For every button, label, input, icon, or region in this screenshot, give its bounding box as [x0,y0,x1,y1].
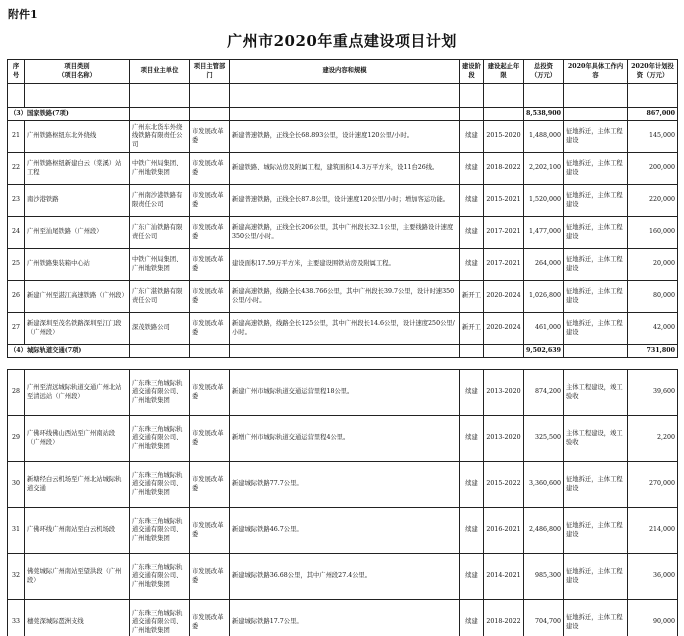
header-stage: 建设阶段 [460,60,484,84]
header-period: 建设起止年限 [484,60,524,84]
row-plan: 20,000 [628,249,678,281]
row-plan: 80,000 [628,281,678,313]
header-owner: 项目业主单位 [130,60,190,84]
row-work: 征地拆迁，主体工程建设 [564,153,628,185]
row-content: 新建城际铁路46.7公里。 [230,508,460,554]
row-plan: 160,000 [628,217,678,249]
row-owner: 广东广湛铁路有限责任公司 [130,281,190,313]
row-owner: 广东珠三角城际轨道交通有限公司、广州地铁集团 [130,508,190,554]
row-plan: 270,000 [628,462,678,508]
row-seq: 26 [8,281,25,313]
table-row [8,121,678,153]
table-row [8,600,678,636]
row-period: 2014-2021 [484,554,524,600]
row-seq: 30 [8,462,25,508]
table-row [8,370,678,416]
row-dept: 市发展改革委 [190,121,230,153]
document-title: 广州市2020年重点建设项目计划 [227,32,457,50]
row-owner: 广东珠三角城际轨道交通有限公司、广州地铁集团 [130,462,190,508]
blank-row [8,84,678,108]
row-work: 征地拆迁，主体工程建设 [564,508,628,554]
header-seq: 序号 [8,60,25,84]
row-dept: 市发展改革委 [190,281,230,313]
row-content: 新建普速铁路，正线全长87.8公里，设计速度120公里/小时；增加客运功能。 [230,185,460,217]
row-period: 2013-2020 [484,416,524,462]
row-work: 征地拆迁，主体工程建设 [564,554,628,600]
header-plan: 2020年计划投资（万元） [628,60,678,84]
header-dept: 项目主管部门 [190,60,230,84]
row-total: 1,520,000 [524,185,564,217]
row-project-name: 广州铁路枢纽新建白云（棠溪）站工程 [25,153,130,185]
row-stage: 续建 [460,249,484,281]
row-total: 3,360,600 [524,462,564,508]
row-seq: 29 [8,416,25,462]
section-row-intercity-rail [8,345,678,358]
row-total: 874,200 [524,370,564,416]
row-plan: 214,000 [628,508,678,554]
row-project-name: 广州至汕尾铁路（广州段） [25,217,130,249]
row-project-name: 佛莞城际广州南站至望洪段（广州段） [25,554,130,600]
row-dept: 市发展改革委 [190,600,230,636]
row-plan: 2,200 [628,416,678,462]
row-stage: 续建 [460,153,484,185]
row-seq: 33 [8,600,25,636]
row-content: 新建城际铁路36.68公里，其中广州段27.4公里。 [230,554,460,600]
row-work: 征地拆迁，主体工程建设 [564,313,628,345]
row-work: 征地拆迁，主体工程建设 [564,217,628,249]
row-total: 1,488,000 [524,121,564,153]
project-table [7,59,678,636]
row-owner: 中铁广州局集团、广州地铁集团 [130,249,190,281]
row-seq: 21 [8,121,25,153]
table-row [8,281,678,313]
row-content: 新建城际铁路17.7公里。 [230,600,460,636]
row-plan: 39,600 [628,370,678,416]
row-period: 2015-2020 [484,121,524,153]
section-plan: 731,800 [628,345,678,358]
header-content: 建设内容和规模 [230,60,460,84]
row-content: 新建高速铁路，线路全长438.766公里，其中广州段长39.7公里，设计时速350公里/小时。 [230,281,460,313]
table-row [8,462,678,508]
row-owner: 广州南沙港铁路有限责任公司 [130,185,190,217]
row-owner: 广东珠三角城际轨道交通有限公司、广州地铁集团 [130,600,190,636]
row-period: 2016-2021 [484,508,524,554]
row-owner: 广州东北货车外绕线铁路有限责任公司 [130,121,190,153]
row-period: 2015-2022 [484,462,524,508]
row-dept: 市发展改革委 [190,217,230,249]
table-row [8,185,678,217]
row-owner: 广东珠三角城际轨道交通有限公司、广州地铁集团 [130,370,190,416]
row-dept: 市发展改革委 [190,416,230,462]
table-row [8,313,678,345]
row-content: 新建广州市城际轨道交通运营里程18公里。 [230,370,460,416]
table-row [8,153,678,185]
row-stage: 续建 [460,416,484,462]
row-owner: 广东广汕铁路有限责任公司 [130,217,190,249]
row-project-name: 穗莞深城际琶洲支线 [25,600,130,636]
row-plan: 220,000 [628,185,678,217]
row-period: 2015-2021 [484,185,524,217]
row-work: 征地拆迁，主体工程建设 [564,249,628,281]
row-total: 2,486,800 [524,508,564,554]
row-total: 1,477,000 [524,217,564,249]
row-dept: 市发展改革委 [190,249,230,281]
row-plan: 200,000 [628,153,678,185]
row-content: 新建城际铁路77.7公里。 [230,462,460,508]
row-dept: 市发展改革委 [190,313,230,345]
row-dept: 市发展改革委 [190,185,230,217]
section-row-national-railway [8,108,678,121]
row-period: 2017-2021 [484,217,524,249]
row-plan: 42,000 [628,313,678,345]
header-category: 项目类别 （项目名称） [25,60,130,84]
row-project-name: 广州至清远城际轨道交通广州北站至清远站（广州段） [25,370,130,416]
table-row [8,508,678,554]
row-period: 2020-2024 [484,281,524,313]
header-work: 2020年具体工作内容 [564,60,628,84]
row-period: 2017-2021 [484,249,524,281]
row-project-name: 广佛环线广州南站至白云机场段 [25,508,130,554]
row-stage: 新开工 [460,313,484,345]
row-total: 985,300 [524,554,564,600]
row-plan: 36,000 [628,554,678,600]
section-total: 8,538,900 [524,108,564,121]
row-seq: 25 [8,249,25,281]
row-plan: 90,000 [628,600,678,636]
row-stage: 续建 [460,370,484,416]
row-content: 新建高速铁路，线路全长125公里，其中广州段长14.6公里，设计速度250公里/小时。 [230,313,460,345]
row-content: 新建铁路、城际站房及附属工程，建筑面积14.3万平方米，设11台26线。 [230,153,460,185]
row-period: 2020-2024 [484,313,524,345]
row-total: 264,000 [524,249,564,281]
row-total: 325,500 [524,416,564,462]
row-content: 新增广州市城际轨道交通运营里程4公里。 [230,416,460,462]
row-plan: 145,000 [628,121,678,153]
row-seq: 27 [8,313,25,345]
row-content: 新建普速铁路，正线全长68.893公里，设计速度120公里/小时。 [230,121,460,153]
table-row [8,554,678,600]
row-stage: 续建 [460,600,484,636]
row-period: 2018-2022 [484,600,524,636]
row-stage: 续建 [460,462,484,508]
row-seq: 28 [8,370,25,416]
row-total: 1,026,800 [524,281,564,313]
row-dept: 市发展改革委 [190,153,230,185]
table-header-row [8,60,678,84]
row-dept: 市发展改革委 [190,370,230,416]
row-work: 征地拆迁，主体工程建设 [564,600,628,636]
row-work: 征地拆迁，主体工程建设 [564,185,628,217]
row-owner: 广东珠三角城际轨道交通有限公司、广州地铁集团 [130,416,190,462]
row-dept: 市发展改革委 [190,554,230,600]
row-work: 主体工程建设，竣工验收 [564,416,628,462]
row-work: 征地拆迁，主体工程建设 [564,281,628,313]
section-total: 9,502,639 [524,345,564,358]
section-plan: 867,000 [628,108,678,121]
section-label: （3）国家铁路(7项) [8,108,130,121]
row-dept: 市发展改革委 [190,462,230,508]
row-seq: 23 [8,185,25,217]
row-project-name: 南沙港铁路 [25,185,130,217]
row-project-name: 新塘经白云机场至广州北站城际轨道交通 [25,462,130,508]
row-seq: 24 [8,217,25,249]
row-total: 2,202,100 [524,153,564,185]
attachment-label: 附件1 [8,8,38,21]
row-seq: 32 [8,554,25,600]
row-stage: 续建 [460,185,484,217]
header-total: 总投资 （万元） [524,60,564,84]
table-row [8,249,678,281]
row-project-name: 新建深圳至茂名铁路深圳至江门段（广州段） [25,313,130,345]
row-content: 新建高速铁路，正线全长206公里，其中广州段长32.1公里，主要线路设计速度350公里/小时。 [230,217,460,249]
row-dept: 市发展改革委 [190,508,230,554]
row-period: 2013-2020 [484,370,524,416]
row-work: 征地拆迁，主体工程建设 [564,462,628,508]
table-row [8,217,678,249]
section-label: （4）城际轨道交通(7项) [8,345,130,358]
table-row [8,416,678,462]
row-stage: 续建 [460,121,484,153]
row-project-name: 广佛环线佛山西站至广州南站段（广州段） [25,416,130,462]
row-seq: 22 [8,153,25,185]
row-period: 2018-2022 [484,153,524,185]
row-content: 建设面积17.59万平方米，主要建设围铁站房及附属工程。 [230,249,460,281]
row-stage: 续建 [460,554,484,600]
row-total: 461,000 [524,313,564,345]
row-stage: 续建 [460,508,484,554]
row-stage: 续建 [460,217,484,249]
row-owner: 深茂铁路公司 [130,313,190,345]
row-project-name: 新建广州至湛江高速铁路（广州段） [25,281,130,313]
row-work: 主体工程建设，竣工验收 [564,370,628,416]
row-owner: 广东珠三角城际轨道交通有限公司、广州地铁集团 [130,554,190,600]
row-project-name: 广州铁路集装箱中心站 [25,249,130,281]
row-project-name: 广州铁路枢纽东北外绕线 [25,121,130,153]
row-work: 征地拆迁，主体工程建设 [564,121,628,153]
page-break-gap [8,358,678,370]
row-owner: 中铁广州局集团、广州地铁集团 [130,153,190,185]
row-total: 704,700 [524,600,564,636]
row-stage: 新开工 [460,281,484,313]
row-seq: 31 [8,508,25,554]
